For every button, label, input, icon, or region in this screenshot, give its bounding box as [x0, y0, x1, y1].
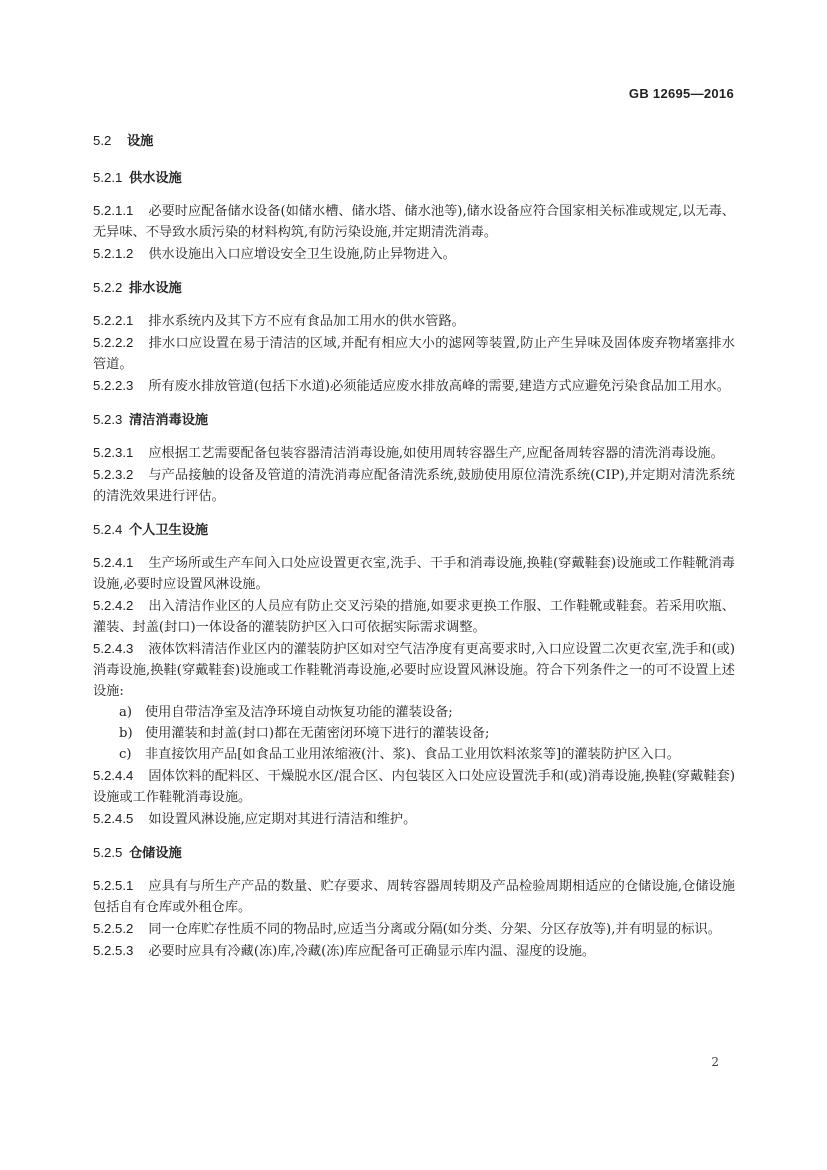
clause — [93, 638, 735, 702]
clause-text: 排水口应设置在易于清洁的区域,并配有相应大小的滤网等装置,防止产生异味及固体废弃物堵塞排水管道。 — [93, 336, 735, 372]
list-item-marker: b) — [119, 726, 133, 741]
section-heading — [93, 130, 735, 151]
clause — [93, 464, 735, 507]
clause-number: 5.2.1.1 — [93, 203, 134, 218]
clause-text: 排水系统内及其下方不应有食品加工用水的供水管路。 — [148, 314, 465, 329]
clause-text: 固体饮料的配料区、干燥脱水区/混合区、内包装区入口处应设置洗手和(或)消毒设施,换鞋(穿戴鞋套)设施或工作鞋靴消毒设施。 — [93, 769, 735, 805]
subsection-heading — [93, 842, 735, 863]
clause — [93, 918, 735, 940]
subsection-number: 5.2.2 — [93, 280, 123, 295]
list-item-text: 使用自带洁净室及洁净环境自动恢复功能的灌装设备; — [145, 705, 453, 720]
clause-text: 必要时应配备储水设备(如储水槽、储水塔、储水池等),储水设备应符合国家相关标准或规定,以无毒、无异味、不导致水质污染的材料构筑,有防污染设施,并定期清洗消毒。 — [93, 204, 735, 240]
clause-text: 应具有与所生产产品的数量、贮存要求、周转容器周转期及产品检验周期相适应的仓储设施,仓储设施包括自有仓库或外租仓库。 — [93, 879, 735, 915]
list-item-marker: c) — [119, 747, 132, 762]
clause-number: 5.2.2.1 — [93, 313, 134, 328]
clause-text: 同一仓库贮存性质不同的物品时,应适当分离或分隔(如分类、分架、分区存放等),并有明显的标识。 — [148, 922, 721, 937]
subsection-heading — [93, 277, 735, 298]
clause-number: 5.2.4.3 — [93, 641, 134, 656]
standard-code: GB 12695—2016 — [628, 86, 734, 101]
clause-number: 5.2.5.1 — [93, 878, 134, 893]
clause — [93, 765, 735, 808]
clause — [93, 332, 735, 375]
clause — [93, 595, 735, 638]
clause-text: 应根据工艺需要配备包装容器清洁消毒设施,如使用周转容器生产,应配备周转容器的清洗消毒设施。 — [148, 446, 724, 461]
page-number: 2 — [711, 1055, 719, 1069]
list-item — [93, 702, 735, 723]
clause — [93, 375, 735, 397]
clause-text: 供水设施出入口应增设安全卫生设施,防止异物进入。 — [148, 247, 456, 262]
clause-number: 5.2.4.5 — [93, 811, 134, 826]
clause-text: 如设置风淋设施,应定期对其进行清洁和维护。 — [148, 812, 417, 827]
clause-text: 所有废水排放管道(包括下水道)必须能适应废水排放高峰的需要,建造方式应避免污染食品加工用水。 — [148, 379, 730, 394]
clause-text: 出入清洁作业区的人员应有防止交叉污染的措施,如要求更换工作服、工作鞋靴或鞋套。若采用吹瓶、灌装、封盖(封口)一体设备的灌装防护区入口可依据实际需求调整。 — [93, 599, 735, 635]
clause-number: 5.2.5.3 — [93, 943, 134, 958]
clause-number: 5.2.4.2 — [93, 598, 134, 613]
list-item-text: 使用灌装和封盖(封口)都在无菌密闭环境下进行的灌装设备; — [145, 726, 490, 741]
list-item-text: 非直接饮用产品[如食品工业用浓缩液(汁、浆)、食品工业用饮料浓浆等]的灌装防护区入口。 — [145, 747, 680, 762]
subsection-title: 供水设施 — [129, 170, 182, 185]
subsection-number: 5.2.5 — [93, 845, 123, 860]
clause-number: 5.2.4.4 — [93, 768, 134, 783]
clause — [93, 200, 735, 243]
clause — [93, 243, 735, 265]
list-item — [93, 723, 735, 744]
subsection-heading — [93, 409, 735, 430]
clause-text: 与产品接触的设备及管道的清洗消毒应配备清洗系统,鼓励使用原位清洗系统(CIP),并定期对清洗系统的清洗效果进行评估。 — [93, 468, 735, 504]
clause — [93, 310, 735, 332]
subsection-heading — [93, 167, 735, 188]
subsection-title: 排水设施 — [129, 280, 182, 295]
clause-text: 必要时应具有冷藏(冻)库,冷藏(冻)库应配备可正确显示库内温、湿度的设施。 — [148, 944, 596, 959]
subsection-heading — [93, 519, 735, 540]
clause-number: 5.2.2.2 — [93, 335, 134, 350]
subsection-number: 5.2.1 — [93, 170, 123, 185]
document-body — [93, 130, 735, 962]
subsection-title: 仓储设施 — [129, 845, 182, 860]
subsection-title: 个人卫生设施 — [129, 522, 209, 537]
clause — [93, 875, 735, 918]
clause — [93, 442, 735, 464]
clause — [93, 808, 735, 830]
clause-number: 5.2.3.2 — [93, 467, 134, 482]
clause-number: 5.2.2.3 — [93, 378, 134, 393]
clause — [93, 552, 735, 595]
list-item-marker: a) — [119, 705, 133, 720]
clause-text: 液体饮料清洁作业区内的灌装防护区如对空气洁净度有更高要求时,入口应设置二次更衣室,洗手和(或)消毒设施,换鞋(穿戴鞋套)设施或工作鞋靴消毒设施,必要时应设置风淋设施。符合下列条件之一的可不设置上述设施: — [93, 642, 735, 699]
clause-text: 生产场所或生产车间入口处应设置更衣室,洗手、干手和消毒设施,换鞋(穿戴鞋套)设施或工作鞋靴消毒设施,必要时应设置风淋设施。 — [93, 556, 735, 592]
subsection-number: 5.2.4 — [93, 522, 123, 537]
section-title: 设施 — [127, 133, 154, 148]
list-item — [93, 744, 735, 765]
subsection-title: 清洁消毒设施 — [129, 412, 209, 427]
clause — [93, 940, 735, 962]
clause-number: 5.2.5.2 — [93, 921, 134, 936]
clause-number: 5.2.3.1 — [93, 445, 134, 460]
clause-number: 5.2.1.2 — [93, 246, 134, 261]
section-number: 5.2 — [93, 133, 112, 148]
clause-number: 5.2.4.1 — [93, 555, 134, 570]
subsection-number: 5.2.3 — [93, 412, 123, 427]
